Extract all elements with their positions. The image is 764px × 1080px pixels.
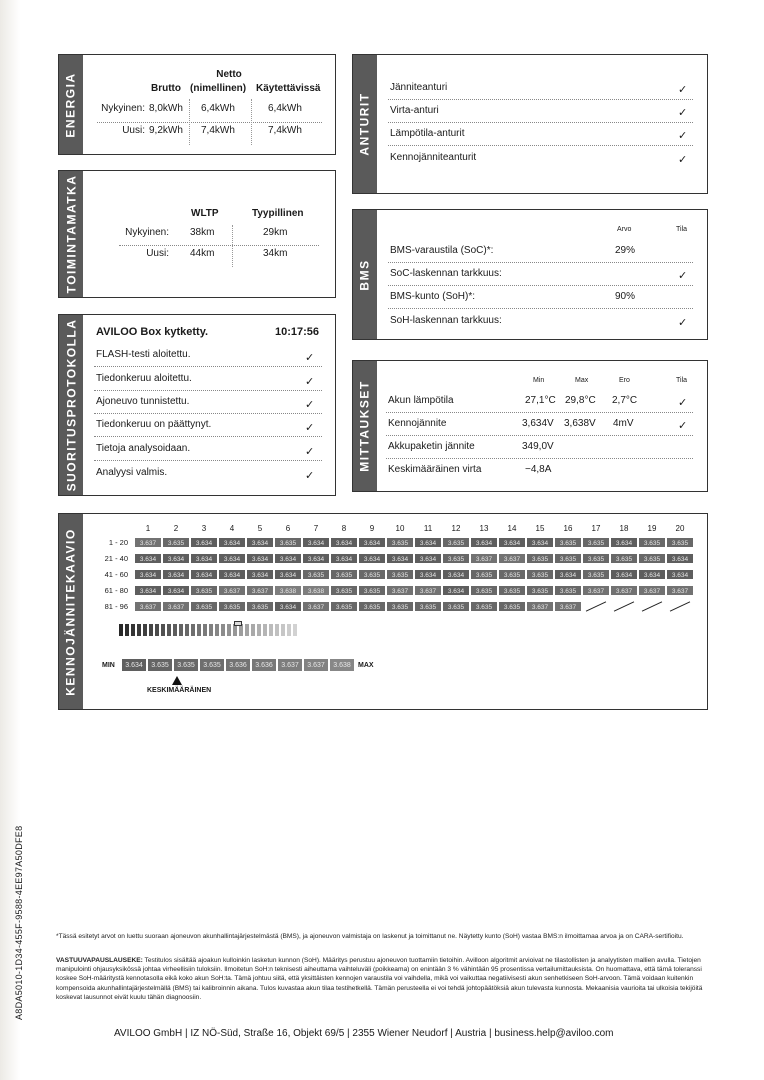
distribution-segment <box>203 624 207 636</box>
cell-column-number: 4 <box>229 524 235 533</box>
distribution-segment <box>227 624 231 636</box>
ero-header: Ero <box>619 377 630 384</box>
distribution-segment <box>209 624 213 636</box>
anturi-label: Kennojänniteanturit <box>390 152 477 163</box>
distribution-segment <box>281 624 285 636</box>
empty-cell-slash <box>614 601 634 611</box>
cell-voltage: 3.634 <box>246 569 274 580</box>
cell-voltage: 3.635 <box>386 601 414 612</box>
bms-label: SoH-laskennan tarkkuus: <box>390 315 502 326</box>
distribution-segment <box>215 624 219 636</box>
cell-voltage: 3.634 <box>554 569 582 580</box>
cell-voltage: 3.634 <box>218 569 246 580</box>
check-icon: ✓ <box>305 376 315 388</box>
energia-value: 7,4kWh <box>268 125 302 136</box>
cell-voltage: 3.635 <box>554 553 582 564</box>
cell-row-label: 81 - 96 <box>104 602 128 611</box>
cell-voltage: 3.637 <box>414 585 442 596</box>
cell-voltage: 3.634 <box>358 537 386 548</box>
cell-voltage: 3.637 <box>162 601 190 612</box>
protokolla-time: 10:17:56 <box>275 326 320 338</box>
cell-voltage: 3.634 <box>274 601 302 612</box>
footer-address: AVILOO GmbH | IZ NÖ-Süd, Straße 16, Objekt 69/5 | 2355 Wiener Neudorf | Austria | business.help@aviloo.com <box>114 1028 614 1039</box>
cell-voltage: 3.635 <box>218 601 246 612</box>
distribution-segment <box>131 624 135 636</box>
cell-voltage: 3.634 <box>638 569 666 580</box>
kaytettavissa-header: Käytettävissä <box>256 83 321 94</box>
tyypillinen-header: Tyypillinen <box>252 208 304 219</box>
cell-row-label: 1 - 20 <box>108 538 128 547</box>
cell-voltage: 3.635 <box>554 537 582 548</box>
cell-voltage: 3.634 <box>666 569 694 580</box>
wltp-value: 38km <box>190 227 215 238</box>
netto-header: Netto <box>216 69 242 80</box>
distribution-segment <box>143 624 147 636</box>
check-icon: ✓ <box>678 270 688 282</box>
cell-column-number: 3 <box>201 524 207 533</box>
suoritusprotokolla-panel <box>58 314 336 496</box>
cell-voltage: 3.635 <box>442 537 470 548</box>
cell-voltage: 3.635 <box>358 585 386 596</box>
cell-voltage: 3.635 <box>638 537 666 548</box>
energia-value: 9,2kWh <box>149 125 183 136</box>
empty-cell-slash <box>670 601 690 611</box>
cell-voltage: 3.634 <box>162 569 190 580</box>
cell-voltage: 3.635 <box>414 601 442 612</box>
cell-voltage: 3.634 <box>302 537 330 548</box>
cell-voltage: 3.637 <box>134 537 162 548</box>
cell-row-label: 41 - 60 <box>104 570 128 579</box>
energia-panel <box>58 54 336 155</box>
cell-voltage: 3.635 <box>666 537 694 548</box>
cell-voltage: 3.637 <box>246 585 274 596</box>
bms-label: SoC-laskennan tarkkuus: <box>390 268 502 279</box>
cell-voltage: 3.635 <box>554 585 582 596</box>
arvo-header: Arvo <box>617 226 632 233</box>
mittaus-label: Keskimääräinen virta <box>388 464 482 475</box>
distribution-segment <box>149 624 153 636</box>
bms-value: 90% <box>615 291 636 302</box>
legend-max-label: MAX <box>358 662 374 669</box>
distribution-segment <box>167 624 171 636</box>
check-icon: ✓ <box>305 470 315 482</box>
tyypillinen-value: 34km <box>263 248 288 259</box>
cell-column-number: 15 <box>535 524 545 533</box>
legend-value: 3.635 <box>147 658 173 672</box>
bms-value: 29% <box>615 245 636 256</box>
cell-voltage: 3.635 <box>162 537 190 548</box>
cell-voltage: 3.634 <box>414 537 442 548</box>
distribution-segment <box>155 624 159 636</box>
distribution-segment <box>191 624 195 636</box>
cell-column-number: 9 <box>369 524 375 533</box>
bms-label: BMS-kunto (SoH)*: <box>390 291 476 302</box>
cell-voltage: 3.634 <box>190 569 218 580</box>
cell-column-number: 18 <box>619 524 629 533</box>
min-header: Min <box>533 377 545 384</box>
mittaus-label: Kennojännite <box>388 418 447 429</box>
cell-voltage: 3.634 <box>330 553 358 564</box>
energia-value: 6,4kWh <box>268 103 302 114</box>
cell-voltage: 3.635 <box>470 585 498 596</box>
cell-voltage: 3.637 <box>386 585 414 596</box>
cell-voltage: 3.635 <box>246 601 274 612</box>
cell-voltage: 3.634 <box>246 537 274 548</box>
cell-voltage: 3.635 <box>190 601 218 612</box>
energia-value: 6,4kWh <box>201 103 235 114</box>
nimellinen-header: (nimellinen) <box>190 83 247 94</box>
cell-voltage: 3.634 <box>134 553 162 564</box>
wltp-header: WLTP <box>191 208 219 219</box>
cell-voltage: 3.637 <box>638 585 666 596</box>
distribution-segment <box>251 624 255 636</box>
cell-voltage: 3.634 <box>526 537 554 548</box>
legend-value: 3.637 <box>303 658 329 672</box>
wltp-value: 44km <box>190 248 215 259</box>
cell-voltage: 3.634 <box>610 537 638 548</box>
cell-column-number: 1 <box>145 524 151 533</box>
cell-voltage: 3.635 <box>582 537 610 548</box>
distribution-segment <box>269 624 273 636</box>
toimintamatka-panel <box>58 170 336 298</box>
toimintamatka-row-label: Uusi: <box>146 248 169 259</box>
voltage-legend <box>121 658 356 672</box>
distribution-segment <box>287 624 291 636</box>
cell-voltage: 3.634 <box>218 537 246 548</box>
disclaimer <box>56 956 706 1002</box>
distribution-segment <box>257 624 261 636</box>
cell-voltage: 3.634 <box>498 537 526 548</box>
protokolla-heading: AVILOO Box kytketty. <box>96 326 209 338</box>
cell-column-number: 6 <box>285 524 291 533</box>
cell-row-label: 61 - 80 <box>104 586 128 595</box>
energia-row-label: Nykyinen: <box>101 103 145 114</box>
toimintamatka-row-label: Nykyinen: <box>125 227 169 238</box>
distribution-segment <box>221 624 225 636</box>
disclaimer-text: Testitulos sisältää ajoakun kulloinkin lasketun kunnon (SoH). Määritys perustuu ajoneuvon tuottamiin tietoihin. Avilloon algoritmit arvioivat ne tilastollisten ja analyytisten mallien avulla. Tietojen manipulointi ohjausyksikössä johtaa virheellisiin tuloksiin. Ilmoitetun SoH:n teknisesti aiheuttama vaihteluväli (poikkeama) on enintään 3 % vähintään 95 prosentissa vertailumittauksista. On huomattava, että tämä toleranssi koskee SoH-määritystä kennotasolla eikä koko akun SoH:ta. Tämä johtuu siitä, että yksittäisten kennojen varaustila voi vaihdella, mikä voi vaikuttaa negatiivisesti akun senhetkiseen SoH-arvoon. Tämä voidaan kuitenkin kompensoida akunhallintajärjestelmällä (BMS) tai kalibroinnin aikana. Tulos kuvastaa akun tilaa testihetkellä. Tämän perusteella ei voi tehdä johtopäätöksiä akun tulevasta kunnosta. Mekaanisia vaurioita tai ulkoisia tekijöitä koskevat lausunnot eivät kuulu tähän diagnoosiin. <box>56 957 703 1001</box>
check-icon: ✓ <box>305 446 315 458</box>
toimintamatka-side-label: TOIMINTAMATKA <box>59 171 83 297</box>
cell-column-number: 14 <box>507 524 517 533</box>
cell-voltage: 3.635 <box>498 569 526 580</box>
anturi-label: Lämpötila-anturit <box>390 128 465 139</box>
cell-voltage: 3.635 <box>190 585 218 596</box>
mittaus-label: Akun lämpötila <box>388 395 454 406</box>
cell-voltage: 3.635 <box>470 569 498 580</box>
cell-voltage: 3.637 <box>554 601 582 612</box>
footnote: *Tässä esitetyt arvot on luettu suoraan ajoneuvon akunhallintajärjestelmästä (BMS), ja ajoneuvon valmistaja on laskenut ja toimittanut ne. Näytetty kunto (SoH) vastaa BMS:n ilmoittamaa arvoa ja on CARA-sertifioitu. <box>56 933 684 940</box>
cell-voltage: 3.634 <box>246 553 274 564</box>
cell-voltage: 3.634 <box>414 569 442 580</box>
cell-voltage: 3.635 <box>526 553 554 564</box>
cell-voltage: 3.638 <box>274 585 302 596</box>
brutto-header: Brutto <box>151 83 181 94</box>
disclaimer-title: VASTUUVAPAUSLAUSEKE: <box>56 957 143 964</box>
legend-value: 3.634 <box>121 658 147 672</box>
cell-voltage: 3.637 <box>134 601 162 612</box>
cell-voltage: 3.634 <box>274 553 302 564</box>
energia-value: 8,0kWh <box>149 103 183 114</box>
cell-column-number: 2 <box>173 524 179 533</box>
cell-voltage: 3.637 <box>582 585 610 596</box>
cell-voltage: 3.635 <box>358 569 386 580</box>
check-icon: ✓ <box>678 130 688 142</box>
mittaukset-side-label: MITTAUKSET <box>353 361 377 491</box>
cell-voltage: 3.635 <box>582 553 610 564</box>
anturit-side-label: ANTURIT <box>353 55 377 193</box>
bms-side-label: BMS <box>353 210 377 339</box>
cell-voltage: 3.637 <box>218 585 246 596</box>
cell-voltage: 3.634 <box>134 585 162 596</box>
check-icon: ✓ <box>678 84 688 96</box>
mittaus-value: 3,634V <box>522 418 554 429</box>
anturi-label: Virta-anturi <box>390 105 439 116</box>
mittaukset-panel <box>352 360 708 492</box>
mittaus-label: Akkupaketin jännite <box>388 441 475 452</box>
legend-average-label: KESKIMÄÄRÄINEN <box>147 687 212 694</box>
cell-voltage: 3.635 <box>442 601 470 612</box>
tila-header: Tila <box>676 226 688 233</box>
distribution-segment <box>197 624 201 636</box>
cell-voltage: 3.637 <box>526 601 554 612</box>
distribution-segment <box>125 624 129 636</box>
cell-voltage: 3.635 <box>386 537 414 548</box>
energia-value: 7,4kWh <box>201 125 235 136</box>
cell-voltage: 3.635 <box>330 585 358 596</box>
cell-voltage: 3.635 <box>526 569 554 580</box>
cell-voltage: 3.637 <box>470 553 498 564</box>
cell-row-label: 21 - 40 <box>104 554 128 563</box>
empty-cell-slash <box>586 601 606 611</box>
distribution-pointer <box>234 621 242 626</box>
legend-value: 3.637 <box>277 658 303 672</box>
suoritusprotokolla-side-label: SUORITUSPROTOKOLLA <box>59 315 83 495</box>
cell-column-number: 5 <box>257 524 263 533</box>
cell-voltage: 3.634 <box>134 569 162 580</box>
cell-column-number: 19 <box>647 524 657 533</box>
cell-column-number: 16 <box>563 524 573 533</box>
cell-voltage: 3.634 <box>666 553 694 564</box>
legend-min-label: MIN <box>102 662 115 669</box>
distribution-segment <box>173 624 177 636</box>
distribution-segment <box>179 624 183 636</box>
bms-panel <box>352 209 708 340</box>
cell-voltage: 3.635 <box>386 569 414 580</box>
anturit-panel <box>352 54 708 194</box>
cell-voltage: 3.634 <box>442 569 470 580</box>
distribution-segment <box>119 624 123 636</box>
check-icon: ✓ <box>305 352 315 364</box>
empty-cell-slash <box>642 601 662 611</box>
cell-voltage: 3.635 <box>470 601 498 612</box>
tila-header: Tila <box>676 377 688 384</box>
cell-column-number: 17 <box>591 524 601 533</box>
protokolla-step: FLASH-testi aloitettu. <box>96 349 191 360</box>
energia-side-label: ENERGIA <box>59 55 83 154</box>
cell-column-number: 13 <box>479 524 489 533</box>
cell-voltage: 3.634 <box>442 585 470 596</box>
cell-voltage: 3.634 <box>218 553 246 564</box>
cell-voltage: 3.634 <box>162 553 190 564</box>
mittaus-value: 3,638V <box>564 418 596 429</box>
check-icon: ✓ <box>305 422 315 434</box>
mittaus-value: 349,0V <box>522 441 554 452</box>
legend-value: 3.636 <box>225 658 251 672</box>
cell-column-number: 8 <box>341 524 347 533</box>
cell-voltage: 3.634 <box>414 553 442 564</box>
mittaus-value: 2,7°C <box>612 395 638 406</box>
distribution-segment <box>245 624 249 636</box>
cell-voltage: 3.637 <box>610 585 638 596</box>
legend-value: 3.635 <box>173 658 199 672</box>
cell-column-number: 7 <box>313 524 319 533</box>
distribution-segment <box>161 624 165 636</box>
cell-voltage: 3.634 <box>302 553 330 564</box>
cell-voltage: 3.635 <box>274 537 302 548</box>
cell-voltage: 3.635 <box>610 553 638 564</box>
cell-column-number: 10 <box>395 524 405 533</box>
protokolla-step: Analyysi valmis. <box>96 467 168 478</box>
mittaus-value: 4mV <box>613 418 634 429</box>
cell-voltage: 3.635 <box>330 569 358 580</box>
cell-voltage: 3.635 <box>498 601 526 612</box>
mittaus-value: 29,8°C <box>565 395 596 406</box>
kennojannite-panel <box>58 513 708 710</box>
cell-column-number: 11 <box>423 524 433 533</box>
cell-column-number: 12 <box>451 524 461 533</box>
tyypillinen-value: 29km <box>263 227 288 238</box>
cell-column-number: 20 <box>675 524 685 533</box>
check-icon: ✓ <box>678 317 688 329</box>
max-header: Max <box>575 377 589 384</box>
cell-voltage: 3.634 <box>162 585 190 596</box>
cell-voltage: 3.634 <box>330 537 358 548</box>
cell-voltage: 3.635 <box>330 601 358 612</box>
cell-voltage: 3.634 <box>190 553 218 564</box>
cell-voltage: 3.634 <box>470 537 498 548</box>
protokolla-step: Ajoneuvo tunnistettu. <box>96 396 190 407</box>
protokolla-step: Tiedonkeruu aloitettu. <box>96 373 192 384</box>
protokolla-step: Tiedonkeruu on päättynyt. <box>96 419 212 430</box>
cell-voltage: 3.635 <box>358 601 386 612</box>
check-icon: ✓ <box>678 420 688 432</box>
distribution-segment <box>293 624 297 636</box>
cell-voltage: 3.637 <box>498 553 526 564</box>
cell-voltage: 3.634 <box>274 569 302 580</box>
anturi-label: Jänniteanturi <box>390 82 448 93</box>
document-id: A8DA5010-1D34-455F-9588-4EE97A50DFE8 <box>14 825 24 1020</box>
cell-voltage: 3.634 <box>190 537 218 548</box>
cell-voltage: 3.634 <box>358 553 386 564</box>
cell-voltage-grid <box>59 514 709 624</box>
cell-voltage: 3.634 <box>610 569 638 580</box>
cell-voltage: 3.635 <box>498 585 526 596</box>
mittaus-value: 27,1°C <box>525 395 556 406</box>
check-icon: ✓ <box>678 107 688 119</box>
legend-value: 3.638 <box>329 658 355 672</box>
check-icon: ✓ <box>305 399 315 411</box>
distribution-segment <box>263 624 267 636</box>
cell-voltage: 3.638 <box>302 585 330 596</box>
distribution-segment <box>275 624 279 636</box>
cell-voltage: 3.634 <box>386 553 414 564</box>
check-icon: ✓ <box>678 154 688 166</box>
cell-voltage: 3.637 <box>302 601 330 612</box>
cell-voltage: 3.635 <box>302 569 330 580</box>
legend-value: 3.635 <box>199 658 225 672</box>
legend-value: 3.636 <box>251 658 277 672</box>
distribution-segment <box>185 624 189 636</box>
distribution-segment <box>137 624 141 636</box>
average-marker-icon <box>172 676 182 685</box>
cell-voltage: 3.635 <box>526 585 554 596</box>
mittaus-value: −4,8A <box>525 464 552 475</box>
bms-label: BMS-varaustila (SoC)*: <box>390 245 494 256</box>
cell-voltage: 3.635 <box>582 569 610 580</box>
check-icon: ✓ <box>678 397 688 409</box>
energia-row-label: Uusi: <box>122 125 145 136</box>
cell-voltage: 3.637 <box>666 585 694 596</box>
cell-voltage: 3.635 <box>638 553 666 564</box>
protokolla-step: Tietoja analysoidaan. <box>96 443 191 454</box>
voltage-distribution-bar <box>119 624 299 638</box>
kennojannite-side-label: KENNOJÄNNITEKAAVIO <box>59 514 83 709</box>
cell-voltage: 3.635 <box>442 553 470 564</box>
